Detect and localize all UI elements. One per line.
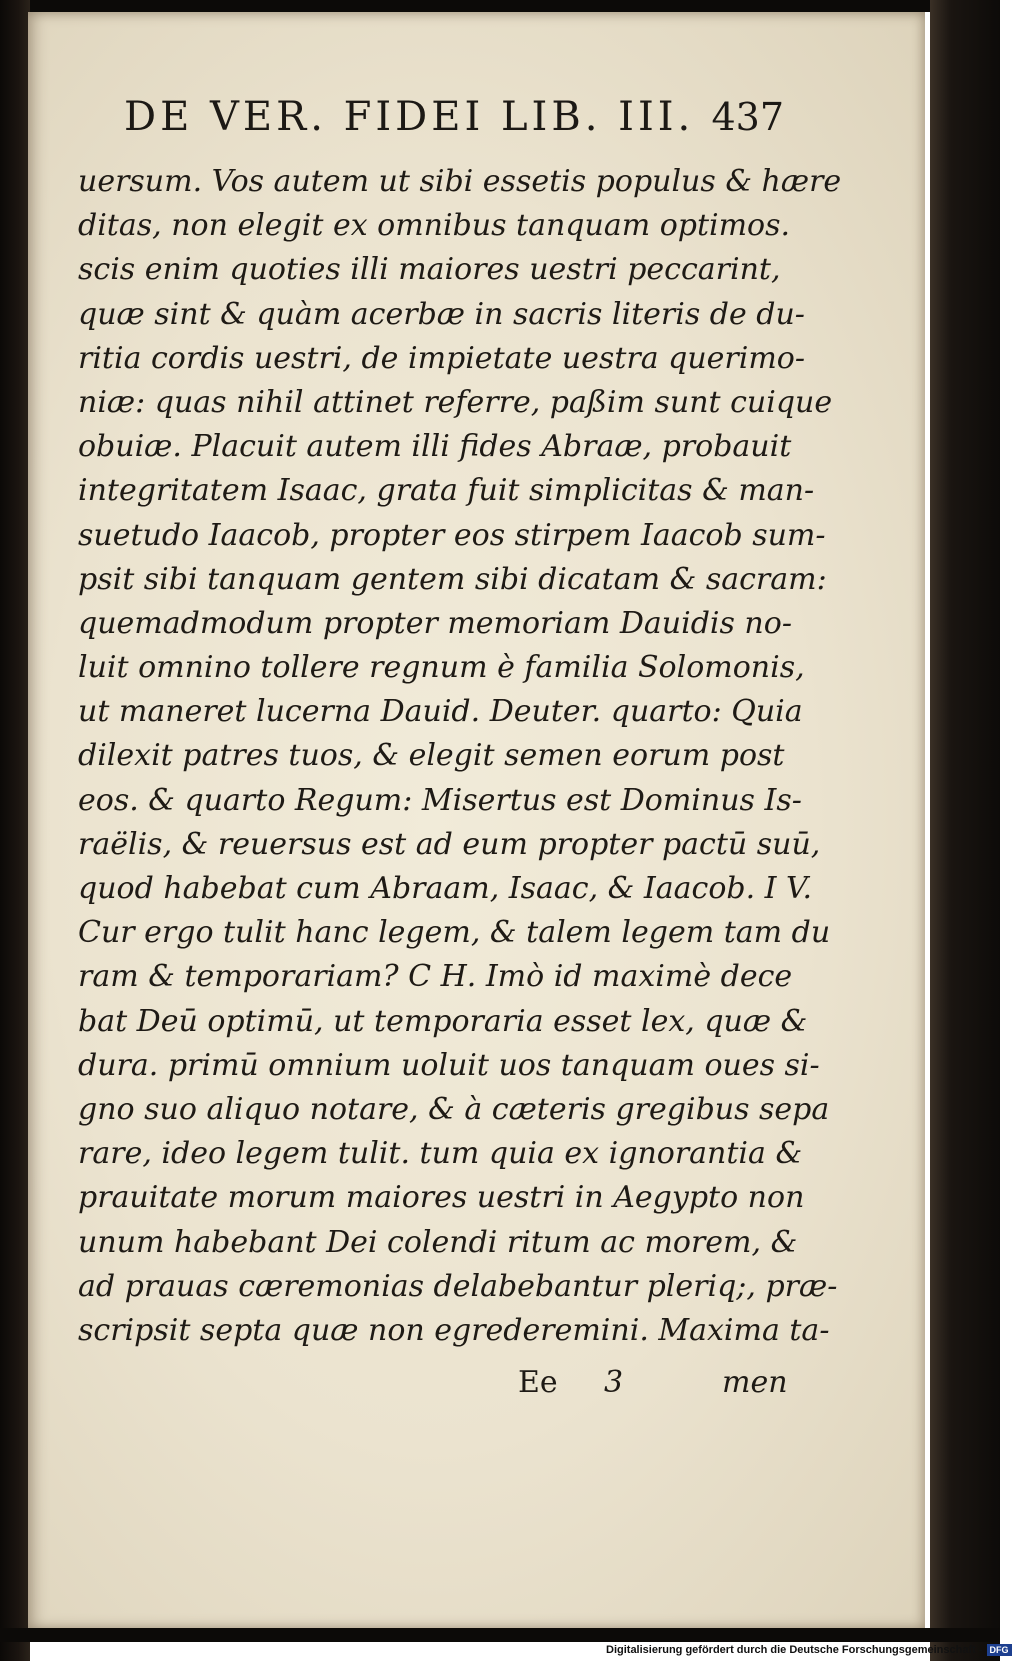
page-number: 437 (711, 95, 784, 139)
text-line: quæ sint & quàm acerbæ in sacris literis de du- (78, 296, 805, 332)
text-line: integritatem Isaac, grata fuit simplicitas & man- (78, 473, 815, 509)
dfg-logo-icon: DFG (987, 1644, 1012, 1656)
text-line: prauitate morum maiores uestri in Aegypto non (78, 1180, 805, 1216)
text-line: scripsit septa quæ non egrederemini. Maxima ta- (78, 1312, 830, 1348)
running-head (124, 94, 784, 154)
text-line: bat Deū optimū, ut temporaria esset lex, quæ & (78, 1003, 808, 1039)
text-line: quod habebat cum Abraam, Isaac, & Iaacob. I V. (78, 871, 813, 906)
text-line: ad prauas cæremonias delabebantur pleriq;, præ- (78, 1268, 838, 1304)
text-line: dilexit patres tuos, & elegit semen eorum post (78, 738, 785, 774)
running-head-title: DE VER. FIDEI LIB. III. (124, 94, 695, 140)
text-line: ditas, non elegit ex omnibus tanquam optimos. (78, 208, 791, 244)
signature-mark: Ee (518, 1365, 558, 1400)
text-line: quemadmodum propter memoriam Dauidis no- (78, 605, 792, 641)
signature-number: 3 (604, 1365, 624, 1400)
scan-top-border (0, 0, 1000, 12)
text-line: ritia cordis uestri, de impietate uestra querimo- (78, 340, 806, 376)
catchword: men (722, 1365, 788, 1400)
digitization-credit (606, 1643, 1012, 1657)
credit-text: Digitalisierung gefördert durch die Deutsche Forschungsgemeinschaft - (606, 1644, 983, 1656)
text-line: scis enim quoties illi maiores uestri peccarint, (78, 252, 781, 288)
text-line: Cur ergo tulit hanc legem, & talem legem tam du (78, 915, 831, 951)
text-line: luit omnino tollere regnum è familia Solomonis, (78, 650, 805, 686)
text-line: gno suo aliquo notare, & à cæteris gregibus sepa (78, 1091, 830, 1127)
text-line: suetudo Iaacob, propter eos stirpem Iaacob sum- (78, 517, 826, 553)
text-line: uersum. Vos autem ut sibi essetis populus & hære (78, 164, 842, 199)
catchline (518, 1365, 788, 1409)
text-line: raëlis, & reuersus est ad eum propter pactū suū, (78, 826, 821, 862)
scan-left-border (0, 0, 30, 1661)
text-line: obuiæ. Placuit autem illi fides Abraæ, probauit (78, 429, 792, 465)
text-line: eos. & quarto Regum: Misertus est Dominus Is- (78, 782, 802, 818)
body-text (78, 160, 842, 1353)
text-line: ram & temporariam? C H. Imò id maximè dece (78, 959, 793, 995)
scan-right-border (930, 0, 1000, 1661)
text-line: psit sibi tanquam gentem sibi dicatam & sacram: (78, 561, 827, 597)
text-line: ut maneret lucerna Dauid. Deuter. quarto: Quia (78, 694, 803, 730)
book-page (28, 12, 925, 1629)
text-line: niæ: quas nihil attinet referre, paßim sunt cuique (78, 384, 833, 420)
text-line: rare, ideo legem tulit. tum quia ex ignorantia & (78, 1136, 803, 1172)
text-line: dura. primū omnium uoluit uos tanquam oues si- (78, 1047, 820, 1083)
scan-bottom-border (0, 1628, 1000, 1642)
text-line: unum habebant Dei colendi ritum ac morem, & (78, 1224, 798, 1260)
